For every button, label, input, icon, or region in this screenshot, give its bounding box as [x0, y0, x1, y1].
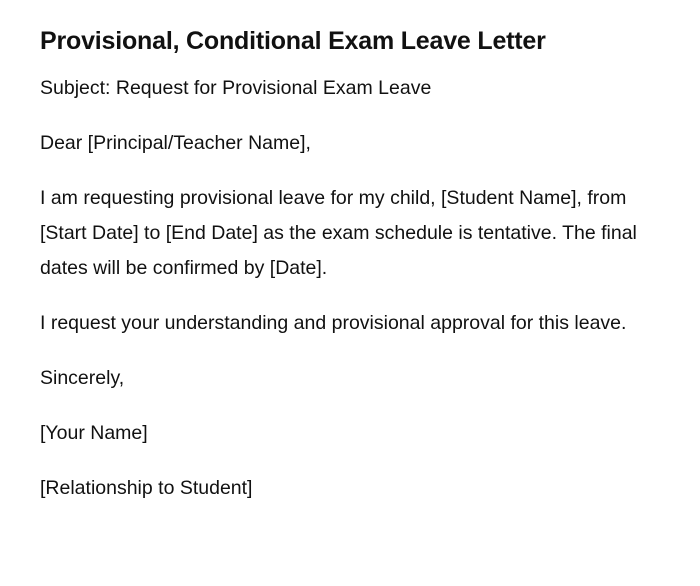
salutation: Dear [Principal/Teacher Name], — [40, 132, 311, 154]
signature-relationship: [Relationship to Student] — [40, 477, 253, 499]
body-paragraph-request: I am requesting provisional leave for my child, [Student Name], from [Start Date] to [End Date] as the exam schedule is tentative. The final dates will be confirmed by [Date]. — [40, 187, 637, 279]
signature-name: [Your Name] — [40, 422, 148, 444]
letter-title: Provisional, Conditional Exam Leave Letter — [40, 27, 546, 55]
body-paragraph-approval: I request your understanding and provisional approval for this leave. — [40, 312, 627, 334]
subject-line: Subject: Request for Provisional Exam Leave — [40, 77, 432, 99]
closing-line: Sincerely, — [40, 367, 125, 389]
